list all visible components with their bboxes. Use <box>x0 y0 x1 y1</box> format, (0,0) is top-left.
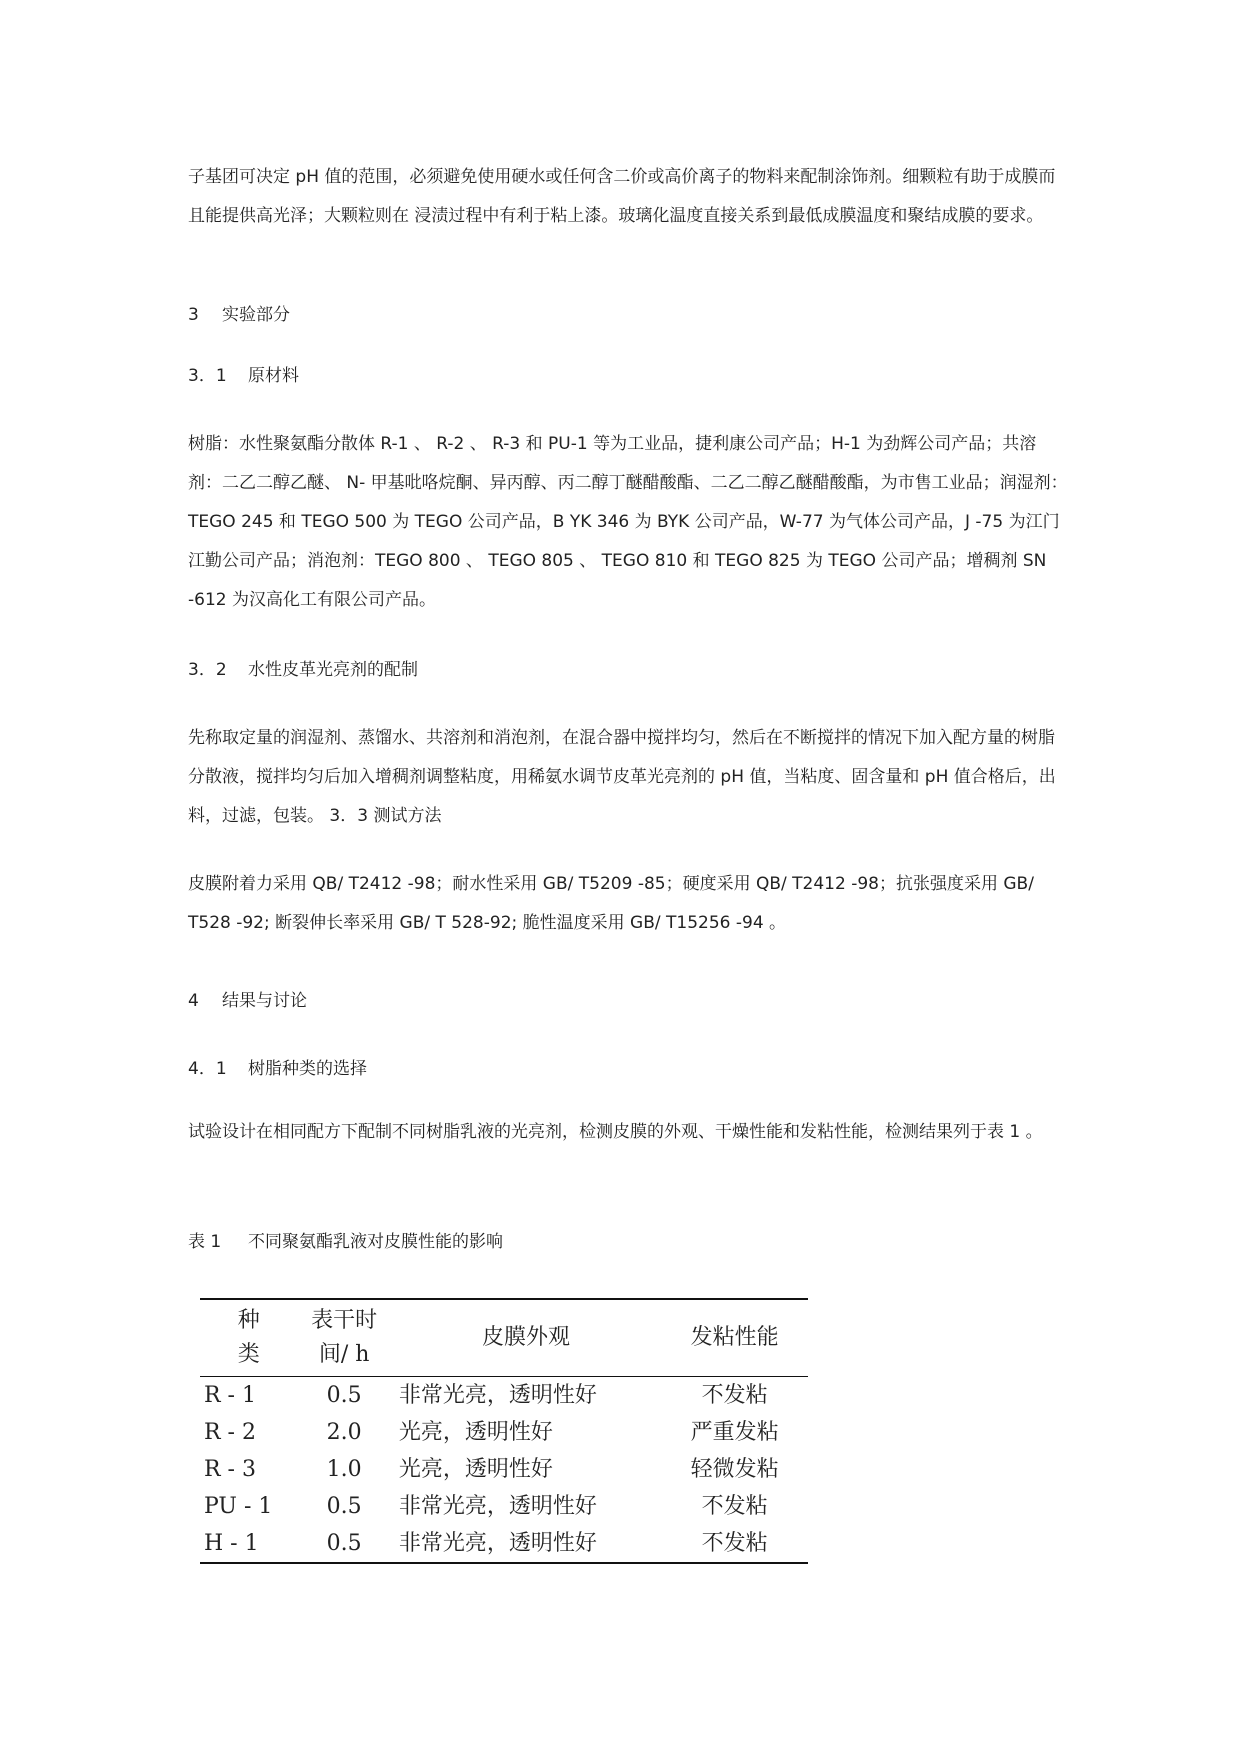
header-appearance: 皮膜外观 <box>482 1325 571 1350</box>
cell-tack: 不发粘 <box>701 1531 768 1556</box>
cell-appearance: 非常光亮，透明性好 <box>398 1494 597 1519</box>
section-title: 树脂种类的选择 <box>248 1059 367 1079</box>
cell-dry-time: 0.5 <box>326 1494 362 1519</box>
materials-paragraph: 树脂：水性聚氨酯分散体 R-1 、 R-2 、 R-3 和 PU-1 等为工业品，捷利康公司产品；H-1 为劲辉公司产品；共溶剂：二乙二醇乙醚、 N- 甲基吡咯烷酮、异丙醇、丙二醇丁醚醋酸酯、二乙二醇乙醚醋酸酯，为市售工业品；润湿剂：TEGO 245 和 TEGO 500 为 TEGO 公司产品，B YK 346 为 BYK 公司产品，W-77 为气体公司产品，J -75 为江门江勤公司产品；消泡剂：TEGO 800 、 TEGO 805 、 TEGO 810 和 TEGO 825 为 TEGO 公司产品；增稠剂 SN -612 为汉高化工有限公司产品。 <box>188 434 1068 610</box>
cell-tack: 严重发粘 <box>690 1420 779 1445</box>
preparation-paragraph: 先称取定量的润湿剂、蒸馏水、共溶剂和消泡剂，在混合器中搅拌均匀，然后在不断搅拌的情况下加入配方量的树脂分散液，搅拌均匀后加入增稠剂调整粘度，用稀氨水调节皮革光亮剂的 pH 值，当粘度、固含量和 pH 值合格后，出料，过滤，包装。 3．3 测试方法 <box>188 728 1056 826</box>
table-row <box>200 1525 808 1563</box>
section-4-1-heading <box>188 1057 367 1081</box>
cell-appearance: 光亮，透明性好 <box>398 1420 553 1445</box>
table-header-row <box>200 1299 808 1377</box>
section-number: 4 <box>188 991 199 1011</box>
header-kind-line2: 类 <box>237 1342 260 1367</box>
table-row <box>200 1451 808 1488</box>
table-row <box>200 1414 808 1451</box>
cell-kind: R - 2 <box>204 1420 256 1445</box>
results-paragraph: 试验设计在相同配方下配制不同树脂乳液的光亮剂，检测皮膜的外观、干燥性能和发粘性能，检测结果列于表 1 。 <box>188 1122 1043 1142</box>
header-tack: 发粘性能 <box>690 1325 779 1350</box>
cell-kind: R - 1 <box>204 1383 256 1408</box>
section-3-1-heading <box>188 364 299 388</box>
table-caption <box>188 1230 503 1254</box>
section-number: 3 <box>188 305 199 325</box>
cell-dry-time: 1.0 <box>326 1457 362 1482</box>
cell-dry-time: 2.0 <box>326 1420 362 1445</box>
section-title: 结果与讨论 <box>222 991 307 1011</box>
header-time-line2: 间/ h <box>318 1342 370 1367</box>
cell-appearance: 非常光亮，透明性好 <box>398 1383 597 1408</box>
cell-kind: R - 3 <box>204 1457 256 1482</box>
test-methods-paragraph: 皮膜附着力采用 QB/ T2412 -98；耐水性采用 GB/ T5209 -85；硬度采用 QB/ T2412 -98；抗张强度采用 GB/ T528 -92; 断裂伸长率采用 GB/ T 528-92; 脆性温度采用 GB/ T15256 -94 。 <box>188 874 1034 933</box>
section-3-2-heading <box>188 658 418 682</box>
cell-appearance: 非常光亮，透明性好 <box>398 1531 597 1556</box>
results-table <box>200 1298 808 1564</box>
section-title: 实验部分 <box>222 305 290 325</box>
section-number: 3．1 <box>188 366 227 386</box>
table-number: 表 1 <box>188 1232 222 1252</box>
cell-dry-time: 0.5 <box>326 1531 362 1556</box>
header-kind-line1: 种 <box>237 1308 260 1333</box>
section-4-heading <box>188 989 307 1013</box>
section-3-heading <box>188 303 290 327</box>
header-kind <box>200 1299 297 1377</box>
section-number: 4．1 <box>188 1059 227 1079</box>
cell-tack: 不发粘 <box>701 1494 768 1519</box>
cell-tack: 轻微发粘 <box>690 1457 779 1482</box>
table-title: 不同聚氨酯乳液对皮膜性能的影响 <box>248 1232 503 1252</box>
cell-tack: 不发粘 <box>701 1383 768 1408</box>
intro-paragraph: 子基团可决定 pH 值的范围，必须避免使用硬水或任何含二价或高价离子的物料来配制涂饰剂。细颗粒有助于成膜而且能提供高光泽；大颗粒则在 浸渍过程中有利于粘上漆。玻璃化温度直接关系到最低成膜温度和聚结成膜的要求。 <box>188 167 1056 226</box>
header-dry-time <box>297 1299 390 1377</box>
cell-kind: H - 1 <box>204 1531 259 1556</box>
table-row <box>200 1488 808 1525</box>
table-row <box>200 1377 808 1415</box>
cell-appearance: 光亮，透明性好 <box>398 1457 553 1482</box>
header-time-line1: 表干时 <box>311 1308 378 1333</box>
section-title: 水性皮革光亮剂的配制 <box>248 660 418 680</box>
cell-dry-time: 0.5 <box>326 1383 362 1408</box>
section-title: 原材料 <box>248 366 299 386</box>
section-number: 3．2 <box>188 660 227 680</box>
cell-kind: PU - 1 <box>204 1494 273 1519</box>
